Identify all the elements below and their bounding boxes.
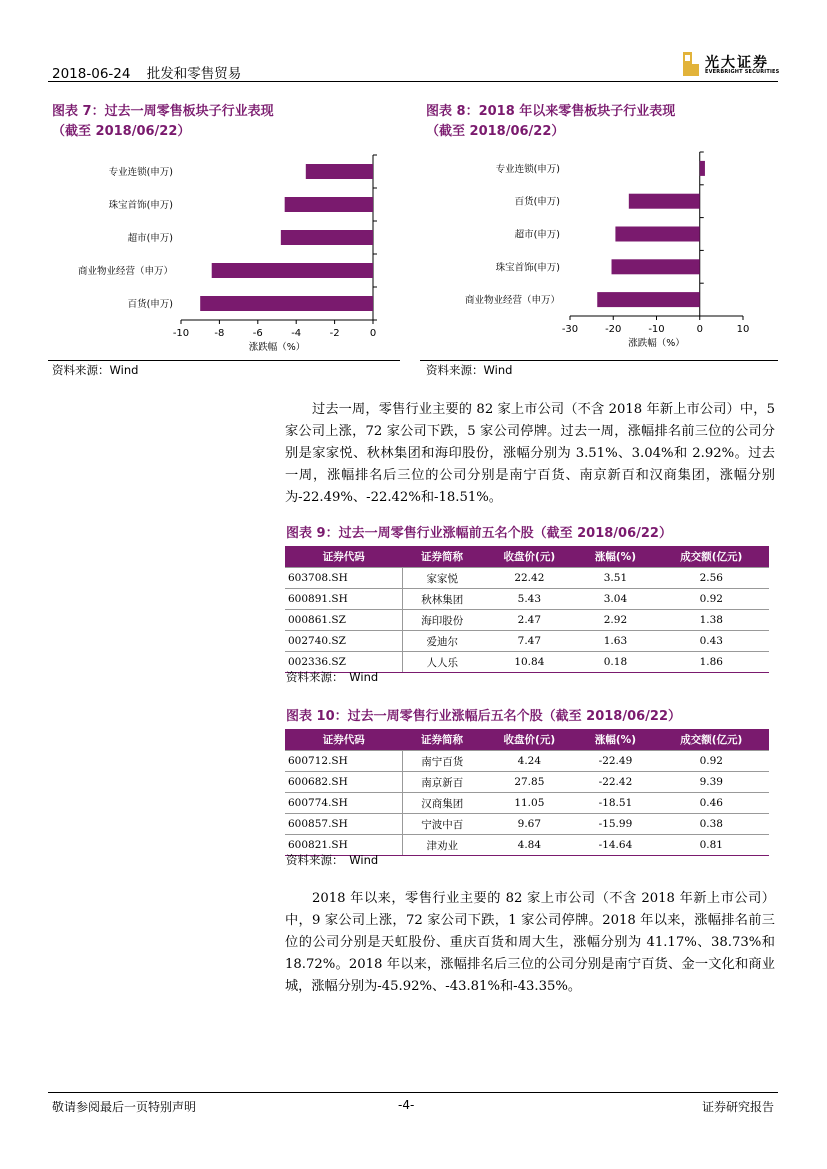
fig7-category-label: 百货(申万) bbox=[127, 299, 173, 310]
fig7-x-tick-label: 0 bbox=[369, 328, 377, 339]
table10-cell: -18.51 bbox=[577, 793, 653, 814]
table9-cell: 0.18 bbox=[577, 652, 653, 673]
fig8-category-label: 超市(申万) bbox=[514, 229, 560, 241]
table10-cell: 津劝业 bbox=[403, 835, 482, 856]
table9 bbox=[285, 546, 769, 673]
table9-header-cell: 涨幅(%) bbox=[577, 546, 653, 568]
fig7-x-axis-label: 涨跌幅（%） bbox=[248, 342, 306, 353]
fig8-x-tick-label: -30 bbox=[561, 324, 579, 335]
body-paragraph-2 bbox=[285, 888, 775, 998]
table9-row bbox=[285, 589, 769, 610]
table10-header-cell: 成交额(亿元) bbox=[654, 729, 769, 751]
table10-cell: 南宁百货 bbox=[403, 751, 482, 772]
fig7-bar bbox=[306, 164, 373, 179]
table9-cell: 7.47 bbox=[481, 631, 577, 652]
table10-row bbox=[285, 772, 769, 793]
footer-disclaimer: 敬请参阅最后一页特别声明 bbox=[52, 1100, 197, 1114]
fig8-x-tick-label: 0 bbox=[696, 324, 703, 335]
table9-cell: 2.47 bbox=[481, 610, 577, 631]
table10-cell: 600857.SH bbox=[285, 814, 403, 835]
table9-cell: 人人乐 bbox=[403, 652, 482, 673]
fig7-x-tick-label: -10 bbox=[172, 328, 190, 339]
table10-cell: 600682.SH bbox=[285, 772, 403, 793]
table10-header-row bbox=[285, 729, 769, 751]
table9-cell: 2.92 bbox=[577, 610, 653, 631]
table10-cell: 9.39 bbox=[654, 772, 769, 793]
table10-cell: 600774.SH bbox=[285, 793, 403, 814]
table10-row bbox=[285, 793, 769, 814]
fig7-category-label: 珠宝首饰(申万) bbox=[108, 200, 173, 211]
fig8-category-label: 商业物业经营（申万） bbox=[464, 295, 560, 307]
table9-cell: 3.51 bbox=[577, 568, 653, 589]
fig8-x-axis-label: 涨跌幅（%） bbox=[628, 338, 685, 349]
table9-cell: 600891.SH bbox=[285, 589, 403, 610]
table10-title: 图表 10：过去一周零售行业涨幅后五名个股（截至 2018/06/22） bbox=[286, 709, 682, 724]
fig7-x-tick-label: -2 bbox=[329, 328, 340, 339]
table10-cell: 0.46 bbox=[654, 793, 769, 814]
table9-cell: 2.56 bbox=[654, 568, 769, 589]
footer-report-type: 证券研究报告 bbox=[702, 1100, 775, 1114]
paragraph-1-text: 过去一周，零售行业主要的 82 家上市公司（不含 2018 年新上市公司）中，5 家公司上涨，72 家公司下跌，5 家公司停牌。过去一周，涨幅排名前三位的公司分别是家家悦、秋林集团和海印股份，涨幅分别为 3.51%、3.04%和 2.92%。过去一周，涨幅排名后三位的公司分别是南宁百货、南京新百和汉商集团，涨幅分别为-22.49%、-22.42%和-18.51%。 bbox=[285, 402, 775, 505]
table10-header-cell: 收盘价(元) bbox=[481, 729, 577, 751]
logo-mark-icon bbox=[683, 52, 699, 76]
fig7-bar bbox=[200, 296, 373, 311]
table9-row bbox=[285, 610, 769, 631]
fig7-category-label: 商业物业经营（申万） bbox=[77, 266, 173, 277]
table9-row bbox=[285, 568, 769, 589]
fig7-chart bbox=[48, 150, 400, 355]
table9-header-cell: 证券简称 bbox=[403, 546, 482, 568]
table9-row bbox=[285, 631, 769, 652]
table10-cell: 600821.SH bbox=[285, 835, 403, 856]
table9-cell: 10.84 bbox=[481, 652, 577, 673]
table10-header-cell: 证券简称 bbox=[403, 729, 482, 751]
table9-cell: 0.92 bbox=[654, 589, 769, 610]
table9-cell: 0.43 bbox=[654, 631, 769, 652]
table10 bbox=[285, 729, 769, 856]
fig8-category-label: 专业连锁(申万) bbox=[495, 163, 560, 175]
table9-cell: 000861.SZ bbox=[285, 610, 403, 631]
fig8-bar bbox=[597, 292, 700, 307]
table10-row bbox=[285, 814, 769, 835]
table9-cell: 002740.SZ bbox=[285, 631, 403, 652]
table9-title: 图表 9：过去一周零售行业涨幅前五名个股（截至 2018/06/22） bbox=[286, 526, 672, 541]
table10-cell: 0.92 bbox=[654, 751, 769, 772]
table10-cell: 4.24 bbox=[481, 751, 577, 772]
fig7-source: 资料来源：Wind bbox=[52, 363, 139, 377]
table9-source: 资料来源： Wind bbox=[286, 670, 379, 684]
table10-cell: 汉商集团 bbox=[403, 793, 482, 814]
table10-cell: 9.67 bbox=[481, 814, 577, 835]
report-industry: 批发和零售贸易 bbox=[146, 66, 242, 82]
table10-cell: 0.38 bbox=[654, 814, 769, 835]
table9-cell: 603708.SH bbox=[285, 568, 403, 589]
company-logo bbox=[683, 52, 778, 78]
table10-row bbox=[285, 751, 769, 772]
table10-cell: -22.49 bbox=[577, 751, 653, 772]
fig7-title-line2: （截至 2018/06/22） bbox=[52, 124, 191, 139]
paragraph-2-text: 2018 年以来，零售行业主要的 82 家上市公司（不含 2018 年新上市公司）中，9 家公司上涨，72 家公司下跌，1 家公司停牌。2018 年以来，涨幅排名前三位的公司分别是天虹股份、重庆百货和周大生，涨幅分别为 41.17%、38.73%和 18.72%。2018 年以来，涨幅排名后三位的公司分别是南宁百货、金一文化和商业城，涨幅分别为-45.92%、-43.81%和-43.35%。 bbox=[285, 891, 775, 994]
page-number: -4- bbox=[398, 1098, 415, 1112]
fig7-x-tick-label: -4 bbox=[291, 328, 302, 339]
body-paragraph-1 bbox=[285, 399, 775, 509]
fig7-category-label: 专业连锁(申万) bbox=[108, 167, 173, 178]
fig7-bar bbox=[281, 230, 373, 245]
table9-cell: 22.42 bbox=[481, 568, 577, 589]
fig8-title-line2: （截至 2018/06/22） bbox=[426, 124, 565, 139]
table9-cell: 002336.SZ bbox=[285, 652, 403, 673]
table9-cell: 3.04 bbox=[577, 589, 653, 610]
table9-cell: 家家悦 bbox=[403, 568, 482, 589]
table10-cell: -14.64 bbox=[577, 835, 653, 856]
table9-cell: 1.38 bbox=[654, 610, 769, 631]
fig7-bottom-rule bbox=[48, 360, 400, 361]
table9-cell: 1.63 bbox=[577, 631, 653, 652]
table9-header-cell: 证券代码 bbox=[285, 546, 403, 568]
fig8-title bbox=[426, 102, 675, 142]
table10-cell: 600712.SH bbox=[285, 751, 403, 772]
table9-header-cell: 成交额(亿元) bbox=[654, 546, 769, 568]
header-bar bbox=[52, 62, 241, 82]
table9-cell: 秋林集团 bbox=[403, 589, 482, 610]
fig8-chart bbox=[420, 150, 778, 355]
logo-text-en: EVERBRIGHT SECURITIES bbox=[705, 69, 780, 75]
table10-cell: 4.84 bbox=[481, 835, 577, 856]
table10-cell: 宁波中百 bbox=[403, 814, 482, 835]
report-date: 2018-06-24 bbox=[52, 66, 131, 82]
fig7-category-label: 超市(申万) bbox=[127, 233, 173, 244]
fig7-bar bbox=[285, 197, 373, 212]
table10-cell: 27.85 bbox=[481, 772, 577, 793]
table10-header-cell: 涨幅(%) bbox=[577, 729, 653, 751]
table9-cell: 爱迪尔 bbox=[403, 631, 482, 652]
fig8-title-line1: 图表 8：2018 年以来零售板块子行业表现 bbox=[426, 104, 676, 119]
table10-cell: -22.42 bbox=[577, 772, 653, 793]
table9-cell: 海印股份 bbox=[403, 610, 482, 631]
fig8-bottom-rule bbox=[420, 360, 778, 361]
table9-header-row bbox=[285, 546, 769, 568]
fig7-title bbox=[52, 102, 274, 142]
fig7-bar bbox=[212, 263, 373, 278]
table10-header-cell: 证券代码 bbox=[285, 729, 403, 751]
fig7-title-line1: 图表 7：过去一周零售板块子行业表现 bbox=[52, 104, 274, 119]
fig8-bar bbox=[700, 161, 705, 176]
fig8-bar bbox=[612, 259, 700, 274]
fig8-category-label: 百货(申万) bbox=[514, 196, 560, 208]
table10-cell: -15.99 bbox=[577, 814, 653, 835]
fig7-x-tick-label: -6 bbox=[252, 328, 263, 339]
fig8-category-label: 珠宝首饰(申万) bbox=[495, 262, 560, 274]
table9-header-cell: 收盘价(元) bbox=[481, 546, 577, 568]
fig8-x-tick-label: 10 bbox=[736, 324, 750, 335]
fig8-bar bbox=[629, 194, 700, 209]
fig8-x-tick-label: -10 bbox=[648, 324, 665, 335]
table10-cell: 11.05 bbox=[481, 793, 577, 814]
fig8-source: 资料来源：Wind bbox=[426, 363, 513, 377]
table9-cell: 1.86 bbox=[654, 652, 769, 673]
fig8-x-tick-label: -20 bbox=[605, 324, 622, 335]
table10-cell: 南京新百 bbox=[403, 772, 482, 793]
fig8-bar bbox=[615, 227, 699, 242]
table9-cell: 5.43 bbox=[481, 589, 577, 610]
table10-source: 资料来源： Wind bbox=[286, 853, 379, 867]
header-rule bbox=[48, 81, 778, 82]
fig7-x-tick-label: -8 bbox=[214, 328, 225, 339]
logo-text-cn: 光大证券 bbox=[705, 55, 769, 71]
table10-cell: 0.81 bbox=[654, 835, 769, 856]
footer-rule bbox=[48, 1092, 778, 1093]
